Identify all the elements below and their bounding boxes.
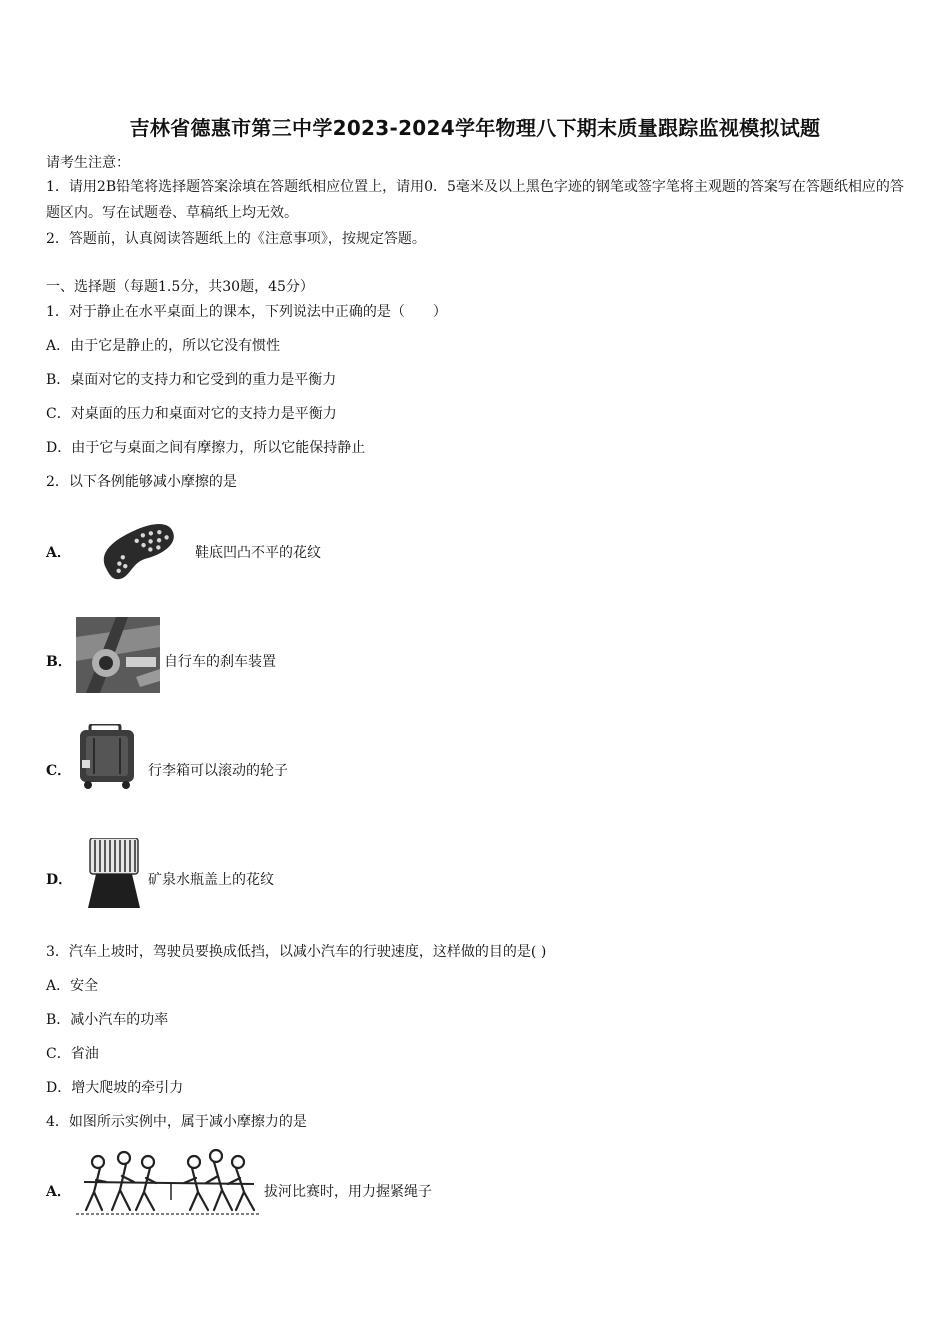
question-4-option-a-text: 拔河比赛时，用力握紧绳子 bbox=[264, 1184, 432, 1200]
section-heading: 一、选择题（每题1.5分，共30题，45分） bbox=[46, 279, 314, 295]
question-1-option-a: A．由于它是静止的，所以它没有惯性 bbox=[46, 338, 281, 354]
page-title: 吉林省德惠市第三中学2023-2024学年物理八下期末质量跟踪监视模拟试题 bbox=[129, 116, 821, 140]
question-3-option-a: A．安全 bbox=[46, 978, 99, 994]
question-2-option-b-text: 自行车的刹车装置 bbox=[164, 654, 276, 670]
question-2-stem: 2．以下各例能够减小摩擦的是 bbox=[46, 474, 237, 490]
notice-item-1: 1．请用2B铅笔将选择题答案涂填在答题纸相应位置上，请用0．5毫米及以上黑色字迹的钢笔或签字笔将主观题的答案写在答题纸相应的答题区内。写在试题卷、草稿纸上均无效。 bbox=[46, 179, 904, 221]
bottle-cap-icon bbox=[86, 838, 142, 908]
question-4-stem: 4．如图所示实例中，属于减小摩擦力的是 bbox=[46, 1114, 307, 1130]
question-2-option-b-label: B． bbox=[46, 654, 72, 670]
question-3-stem: 3．汽车上坡时，驾驶员要换成低挡，以减小汽车的行驶速度，这样做的目的是( ) bbox=[46, 944, 547, 960]
suitcase-icon bbox=[76, 724, 138, 790]
bicycle-brake-icon bbox=[76, 617, 160, 693]
question-2-option-d-text: 矿泉水瓶盖上的花纹 bbox=[148, 872, 274, 888]
notice-heading: 请考生注意： bbox=[46, 155, 130, 171]
question-1-option-b: B．桌面对它的支持力和它受到的重力是平衡力 bbox=[46, 372, 337, 388]
question-2-option-d-label: D． bbox=[46, 872, 73, 888]
shoe-sole-icon bbox=[90, 512, 182, 584]
tug-of-war-icon bbox=[76, 1148, 260, 1218]
question-3-option-d: D．增大爬坡的牵引力 bbox=[46, 1080, 184, 1096]
question-1-stem: 1．对于静止在水平桌面上的课本，下列说法中正确的是（ ） bbox=[46, 304, 447, 320]
question-3-option-c: C．省油 bbox=[46, 1046, 99, 1062]
question-1-option-d: D．由于它与桌面之间有摩擦力，所以它能保持静止 bbox=[46, 440, 366, 456]
question-2-option-c-label: C． bbox=[46, 763, 72, 779]
question-2-option-a-label: A． bbox=[46, 545, 71, 561]
question-4-option-a-label: A． bbox=[46, 1184, 71, 1200]
question-2-option-c-text: 行李箱可以滚动的轮子 bbox=[148, 763, 288, 779]
question-2-option-a-text: 鞋底凹凸不平的花纹 bbox=[195, 545, 321, 561]
question-1-option-c: C．对桌面的压力和桌面对它的支持力是平衡力 bbox=[46, 406, 337, 422]
question-3-option-b: B．减小汽车的功率 bbox=[46, 1012, 169, 1028]
notice-item-2: 2．答题前，认真阅读答题纸上的《注意事项》，按规定答题。 bbox=[46, 231, 426, 247]
